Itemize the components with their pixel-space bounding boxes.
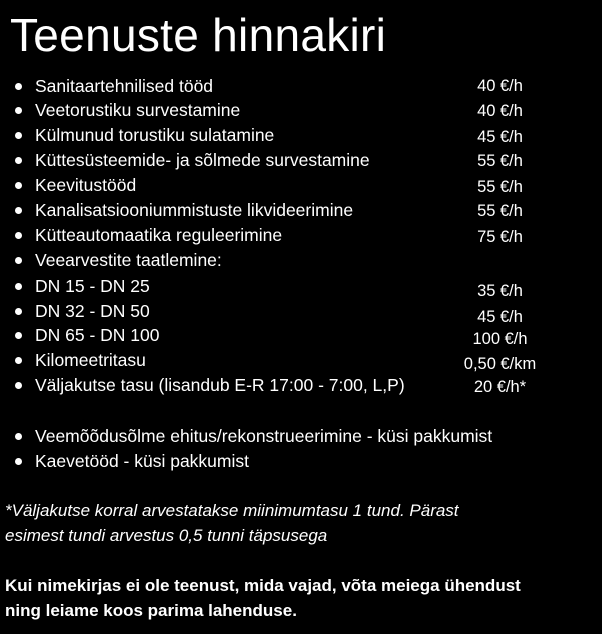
service-label: Sanitaartehnilised tööd [35, 76, 214, 96]
service-label: Kanalisatsiooniummistuste likvideerimine [35, 200, 354, 220]
bullet-icon [15, 207, 22, 214]
quote-item [0, 424, 602, 448]
service-item [0, 148, 602, 172]
service-item [0, 299, 602, 326]
bullet-icon [15, 132, 22, 139]
service-item [0, 323, 602, 347]
quote-label: Kaevetööd - küsi pakkumist [35, 451, 249, 471]
contact-note-line: ning leiame koos parima lahenduse. [5, 601, 297, 620]
bullet-icon [15, 157, 22, 164]
service-price: 20 €/h* [473, 378, 527, 396]
service-label: Veetorustiku survestamine [35, 100, 241, 120]
service-label: Kütteautomaatika reguleerimine [35, 225, 283, 245]
contact-note [5, 573, 521, 623]
service-price: 0,50 €/km [463, 355, 537, 373]
service-price: 40 €/h [477, 77, 523, 95]
service-item [0, 198, 602, 222]
service-item [0, 173, 602, 197]
service-price: 75 €/h [477, 228, 523, 246]
service-label: Küttesüsteemide- ja sõlmede survestamine [35, 150, 370, 170]
service-item [0, 373, 602, 397]
service-label: Kilomeetritasu [35, 350, 146, 370]
bullet-icon [15, 382, 22, 389]
bullet-icon [15, 232, 22, 239]
footnote [5, 498, 459, 548]
service-item [0, 223, 602, 247]
service-label: Külmunud torustiku sulatamine [35, 125, 275, 145]
service-price: 55 €/h [477, 178, 523, 196]
service-item [0, 348, 602, 372]
service-price: 55 €/h [477, 152, 523, 170]
service-label: DN 32 - DN 50 [35, 301, 150, 321]
bullet-icon [15, 257, 22, 264]
service-label: DN 15 - DN 25 [35, 276, 150, 296]
contact-note-line: Kui nimekirjas ei ole teenust, mida vajad, võta meiega ühendust [5, 576, 521, 595]
bullet-icon [15, 283, 22, 290]
service-price: 100 €/h [472, 330, 528, 348]
service-price: 35 €/h [477, 282, 523, 300]
bullet-icon [15, 332, 22, 339]
bullet-icon [15, 458, 22, 465]
service-item [0, 74, 602, 98]
bullet-icon [15, 357, 22, 364]
service-label: Väljakutse tasu (lisandub E-R 17:00 - 7:00, L,P) [35, 375, 405, 395]
service-item [0, 98, 602, 122]
service-item [0, 274, 602, 298]
bullet-icon [15, 182, 22, 189]
bullet-icon [15, 107, 22, 114]
service-label: Keevitustööd [35, 175, 137, 195]
service-price: 45 €/h [477, 308, 523, 326]
service-item [0, 123, 602, 147]
quote-label: Veemõõdusõlme ehitus/rekonstrueerimine - küsi pakkumist [35, 426, 493, 446]
bullet-icon [15, 308, 22, 315]
footnote-line: esimest tundi arvestus 0,5 tunni täpsusega [5, 526, 328, 545]
service-label: Veearvestite taatlemine: [35, 250, 222, 270]
page-title: Teenuste hinnakiri [10, 9, 387, 61]
service-label: DN 65 - DN 100 [35, 325, 160, 345]
service-item [0, 248, 602, 272]
bullet-icon [15, 83, 22, 90]
footnote-line: *Väljakutse korral arvestatakse miinimumtasu 1 tund. Pärast [5, 501, 459, 520]
service-price: 55 €/h [477, 202, 523, 220]
service-price: 40 €/h [477, 102, 523, 120]
bullet-icon [15, 433, 22, 440]
quote-item [0, 449, 602, 473]
service-price: 45 €/h [477, 128, 523, 146]
